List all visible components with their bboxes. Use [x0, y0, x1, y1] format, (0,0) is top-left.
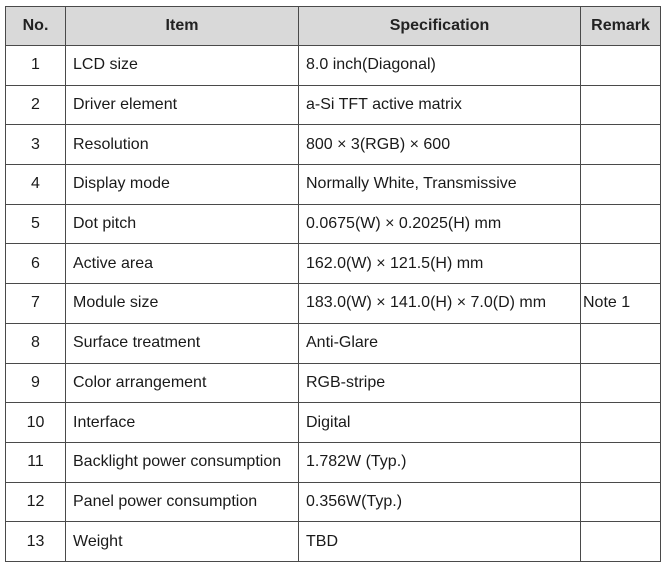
- row-number-cell: 9: [6, 363, 66, 403]
- row-number-cell: 10: [6, 403, 66, 443]
- specification-cell: a-Si TFT active matrix: [299, 85, 581, 125]
- table-row: [6, 482, 661, 522]
- table-row: [6, 323, 661, 363]
- row-number-cell: 7: [6, 284, 66, 324]
- table-row: [6, 363, 661, 403]
- row-number-cell: 1: [6, 46, 66, 86]
- remark-cell: [581, 46, 661, 86]
- item-cell: Display mode: [66, 165, 299, 205]
- row-number-cell: 11: [6, 442, 66, 482]
- remark-cell: [581, 323, 661, 363]
- row-number-cell: 12: [6, 482, 66, 522]
- header-remark: Remark: [581, 7, 661, 46]
- table-row: [6, 85, 661, 125]
- table-row: [6, 442, 661, 482]
- item-cell: Backlight power consumption: [66, 442, 299, 482]
- remark-cell: [581, 363, 661, 403]
- specification-cell: Digital: [299, 403, 581, 443]
- table-row: [6, 125, 661, 165]
- item-cell: Surface treatment: [66, 323, 299, 363]
- row-number-cell: 13: [6, 522, 66, 562]
- item-cell: Dot pitch: [66, 204, 299, 244]
- specification-cell: 8.0 inch(Diagonal): [299, 46, 581, 86]
- table-row: [6, 46, 661, 86]
- row-number-cell: 4: [6, 165, 66, 205]
- row-number-cell: 3: [6, 125, 66, 165]
- table-row: [6, 244, 661, 284]
- item-cell: Color arrangement: [66, 363, 299, 403]
- remark-cell: [581, 204, 661, 244]
- remark-cell: [581, 522, 661, 562]
- item-cell: LCD size: [66, 46, 299, 86]
- specification-cell: 0.356W(Typ.): [299, 482, 581, 522]
- table-row: [6, 403, 661, 443]
- specification-cell: RGB-stripe: [299, 363, 581, 403]
- row-number-cell: 5: [6, 204, 66, 244]
- specification-cell: TBD: [299, 522, 581, 562]
- specification-cell: Anti-Glare: [299, 323, 581, 363]
- specification-table: [5, 6, 661, 562]
- remark-cell: [581, 165, 661, 205]
- specification-cell: 800 × 3(RGB) × 600: [299, 125, 581, 165]
- remark-cell: Note 1: [581, 284, 661, 324]
- specification-cell: 183.0(W) × 141.0(H) × 7.0(D) mm: [299, 284, 581, 324]
- table-row: [6, 204, 661, 244]
- header-row: [6, 7, 661, 46]
- remark-cell: [581, 482, 661, 522]
- header-specification: Specification: [299, 7, 581, 46]
- item-cell: Resolution: [66, 125, 299, 165]
- specification-cell: 0.0675(W) × 0.2025(H) mm: [299, 204, 581, 244]
- table-header: [6, 7, 661, 46]
- table-row: [6, 284, 661, 324]
- remark-cell: [581, 125, 661, 165]
- table-body: [6, 46, 661, 562]
- row-number-cell: 8: [6, 323, 66, 363]
- specification-cell: Normally White, Transmissive: [299, 165, 581, 205]
- item-cell: Interface: [66, 403, 299, 443]
- item-cell: Module size: [66, 284, 299, 324]
- row-number-cell: 2: [6, 85, 66, 125]
- item-cell: Active area: [66, 244, 299, 284]
- table-row: [6, 165, 661, 205]
- remark-cell: [581, 442, 661, 482]
- header-item: Item: [66, 7, 299, 46]
- header-no: No.: [6, 7, 66, 46]
- specification-cell: 162.0(W) × 121.5(H) mm: [299, 244, 581, 284]
- row-number-cell: 6: [6, 244, 66, 284]
- specification-cell: 1.782W (Typ.): [299, 442, 581, 482]
- item-cell: Driver element: [66, 85, 299, 125]
- item-cell: Weight: [66, 522, 299, 562]
- table-row: [6, 522, 661, 562]
- item-cell: Panel power consumption: [66, 482, 299, 522]
- remark-cell: [581, 85, 661, 125]
- remark-cell: [581, 244, 661, 284]
- remark-cell: [581, 403, 661, 443]
